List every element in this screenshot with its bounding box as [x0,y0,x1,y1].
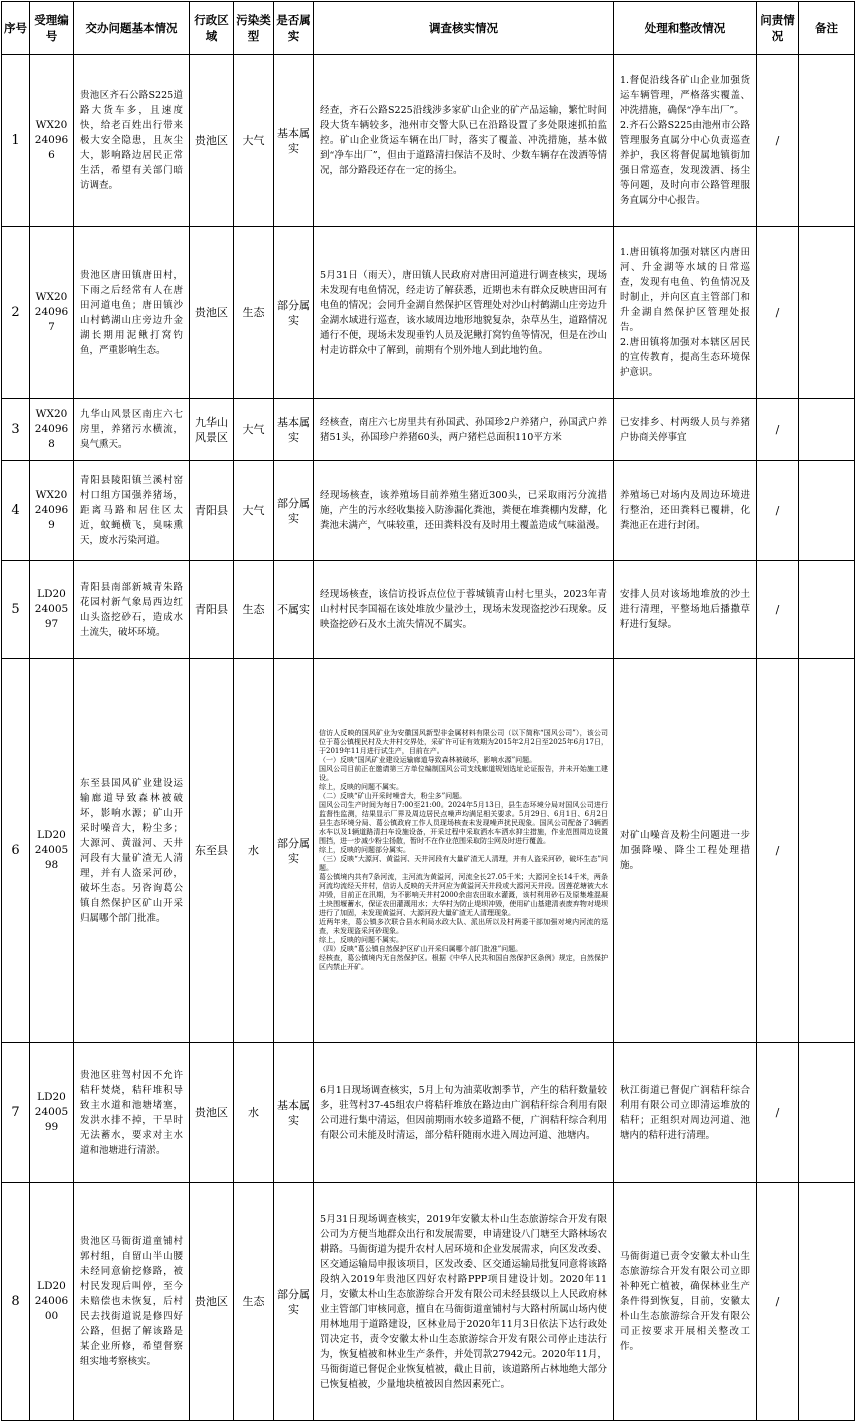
row-fact: 部分属实 [274,659,314,1043]
row-id: LD2024005 99 [30,1043,74,1183]
row-fact: 部分属实 [274,1183,314,1421]
row-investigation: 经现场核查，该养殖场目前养殖生猪近300头，已采取雨污分流措施，产生的污水经收集接入防渗漏化粪池，粪便在堆粪棚内发酵，化粪池未满产，气味较重，还田粪料没有及时用土覆盖造成气味溢漫。 [314,461,614,561]
table-row [2,1183,855,1421]
row-issue: 贵池区唐田镇唐田村，下雨之后经常有人在唐田河道电鱼；唐田镇沙山村鹤湖山庄旁边升金湖长期用泥鳅打窝钓鱼，严重影响生态。 [74,227,190,399]
row-handling: 1.唐田镇将加强对辖区内唐田河、升金湖等水域的日常巡查，发现有电鱼、钓鱼情况及时制止，并向区直主管部门和升金湖自然保护区管理处报告。 2.唐田镇将加强对本辖区居民的宣传教育，提高生态环境保护意识。 [614,227,757,399]
row-investigation: 经现场核查，该信访投诉点位位于蓉城镇青山村七里头，2023年青山村村民李国福在该处堆放少量沙土，现场未发现盗挖沙石现象。反映盗挖砂石及水土流失情况不属实。 [314,561,614,659]
row-handling: 安排人员对该场地堆放的沙土进行清理，平整场地后播撒草籽进行复绿。 [614,561,757,659]
row-handling: 已安排乡、村两级人员与养猪户协商关停事宜 [614,399,757,461]
row-handling: 1.督促沿线各矿山企业加强货运车辆管理，严格落实覆盖、冲洗措施，确保“净车出厂”。 2.齐石公路S225由池州市公路管理服务直属分中心负责巡查养护，我区将督促属地镇街加强日常巡查，发现泼洒、扬尘等问题，及时向市公路管理服务直属分中心报告。 [614,55,757,227]
table-row [2,659,855,1043]
header-type: 污染类型 [234,2,274,55]
row-accountability: / [757,399,799,461]
row-id: WX20240968 [30,399,74,461]
row-handling: 养殖场已对场内及周边环境进行整治，还田粪料已覆耕，化粪池正在进行封闭。 [614,461,757,561]
row-type: 大气 [234,55,274,227]
row-investigation: 5月31日现场调查核实，2019年安徽太朴山生态旅游综合开发有限公司为方便当地群众出行和发展需要，申请建设八门塘至大路林场农耕路。马衙街道为提升农村人居环境和企业发展需求，向区发改委、区交通运输局申报该项目，区发改委、区交通运输局批复同意将该路段纳入2019年贵池区四好农村路PPP项目建设计划。2020年11月，安徽太朴山生态旅游综合开发有限公司未经县级以上人民政府林业主管部门审核同意，擅自在马衙街道童铺村与大路村所属山场内使用林地用于道路建设，区林业局于2020年11月3日依法下达行政处罚决定书，责令安徽太朴山生态旅游综合开发有限公司停止违法行为，恢复植被和林业生产条件，并处罚款27942元。2020年11月，马衙街道已督促企业恢复植被，截止目前，该道路所占林地绝大部分已恢复植被，少量地块植被因自然因素死亡。 [314,1183,614,1421]
row-fact: 基本属实 [274,399,314,461]
row-id: WX20240967 [30,227,74,399]
header-region: 行政区域 [190,2,234,55]
header-accountability: 问责情况 [757,2,799,55]
row-remarks [799,227,855,399]
header-fact: 是否属实 [274,2,314,55]
header-issue: 交办问题基本情况 [74,2,190,55]
row-id: LD2024005 98 [30,659,74,1043]
row-type: 生态 [234,227,274,399]
row-remarks [799,561,855,659]
row-type: 水 [234,1043,274,1183]
row-id: LD2024006 00 [30,1183,74,1421]
row-no: 7 [2,1043,30,1183]
header-id: 受理编号 [30,2,74,55]
row-investigation: 5月31日（雨天），唐田镇人民政府对唐田河道进行调查核实，现场未发现有电鱼情况，经走访了解获悉，近期也未有群众反映唐田河有电鱼的情况；会同升金湖自然保护区管理处对沙山村鹤湖山庄旁边升金湖水域进行巡查，该水域周边地形地貌复杂，杂草丛生，道路情况通行不便，现场未发现垂钓人员及泥鳅打窝钓鱼等情况，但是在沙山村走访群众中了解到，前期有个别外地人到此地钓鱼。 [314,227,614,399]
table-row [2,399,855,461]
row-accountability: / [757,1183,799,1421]
row-accountability: / [757,55,799,227]
row-accountability: / [757,561,799,659]
row-region: 贵池区 [190,1183,234,1421]
row-handling: 对矿山噪音及粉尘问题进一步加强降噪、降尘工程处理措施。 [614,659,757,1043]
header-handling: 处理和整改情况 [614,2,757,55]
row-type: 生态 [234,1183,274,1421]
row-no: 2 [2,227,30,399]
row-region: 贵池区 [190,55,234,227]
row-id: LD2024005 97 [30,561,74,659]
row-handling: 马衙街道已责令安徽太朴山生态旅游综合开发有限公司立即补种死亡植被，确保林业生产条件得到恢复，目前，安徽太朴山生态旅游综合开发有限公司正按要求开展相关整改工作。 [614,1183,757,1421]
row-region: 贵池区 [190,227,234,399]
row-handling: 秋江街道已督促广润秸秆综合利用有限公司立即清运堆放的秸秆；正组织对周边河道、池塘内的秸秆进行清理。 [614,1043,757,1183]
row-remarks [799,1183,855,1421]
header-no: 序号 [2,2,30,55]
row-issue: 东至县国风矿业建设运输廊道导致森林被破坏，影响水源；矿山开采时噪音大，粉尘多；大源河、黄溢河、天井河段有大量矿渣无人清理，并有人盗采河砂，破坏生态。另咨询葛公镇自然保护区矿山开采归属哪个部门批准。 [74,659,190,1043]
row-issue: 青阳县陵阳镇兰溪村窑村口组方国强养猪场，距离马路和居住区太近，蚊蝇横飞，臭味熏天，废水污染河道。 [74,461,190,561]
row-id: WX20240969 [30,461,74,561]
row-no: 6 [2,659,30,1043]
row-issue: 青阳县南部新城青朱路花园村新气象局西边红山头盗挖砂石，造成水土流失，破坏环境。 [74,561,190,659]
table-row [2,461,855,561]
row-accountability: / [757,227,799,399]
row-no: 5 [2,561,30,659]
row-fact: 部分属实 [274,461,314,561]
row-fact: 基本属实 [274,55,314,227]
row-region: 青阳县 [190,561,234,659]
row-type: 大气 [234,399,274,461]
table-row [2,1043,855,1183]
table-row [2,55,855,227]
row-fact: 不属实 [274,561,314,659]
row-no: 4 [2,461,30,561]
row-remarks [799,55,855,227]
row-type: 生态 [234,561,274,659]
row-no: 8 [2,1183,30,1421]
complaint-table [1,1,855,1421]
row-remarks [799,659,855,1043]
row-id: WX20240966 [30,55,74,227]
row-type: 水 [234,659,274,1043]
table-row [2,561,855,659]
row-remarks [799,461,855,561]
row-remarks [799,1043,855,1183]
row-no: 3 [2,399,30,461]
row-accountability: / [757,1043,799,1183]
row-investigation: 6月1日现场调查核实，5月上旬为油菜收割季节，产生的秸秆数量较多，驻驾村37-45组农户将秸秆堆放在路边由广润秸秆综合利用有限公司进行集中清运，但因前期雨水较多道路不便，广润秸秆综合利用有限公司未能及时清运，部分秸秆随雨水进入周边河道、池塘内。 [314,1043,614,1183]
row-investigation: 信访人反映的国风矿业为安徽国风新型非金属材料有限公司（以下简称“国风公司”），该公司位于葛公镇枧民村及大井村交界处，采矿许可证有效期为2015年2月2日至2025年6月17日，于2019年11月进行试生产，目前在产。 （一）反映“国风矿业建设运输廊道导致森林被破坏，影响水源”问题。 国风公司目前正在邀请第三方单位编制国风公司支线廊道规划选址论证报告，并未开始施工建设。 综上，反映的问题不属实。 （二）反映“矿山开采时噪音大，粉尘多”问题。 国风公司生产时间为每日7:00至21:00。2024年5月13日，县生态环境分局对国风公司进行监督性监测，结果显示厂界及周边居民点噪声均满足相关要求。5月29日、6月1日、6月2日县生态环境分局、葛公镇政府工作人员现场核查未发现噪声扰民现象。国风公司配备了3辆洒水车以及1辆道路清扫车设施设备，开采过程中采取洒水车洒水抑尘措施，作业范围周边设置围挡，进一步减少粉尘扬散，暂时不在作业范围采取防尘网及时进行覆盖。 综上，反映的问题部分属实。 （三）反映“大源河、黄溢河、天井河段有大量矿渣无人清理，并有人盗采河砂，破坏生态”问题。 葛公镇境内共有7条河流，主河流为黄溢河，河流全长27.05千米；大源河全长14千米，两条河流均流经天井村，信访人反映的天井河应为黄溢河天井段或大源河天井段。因莲花塘被大水冲毁，目前正在汛期，为不影响天井村2000余亩农田取水灌溉，该村利用砂石及原集堆混凝土块围堰蓄水，保证农田灌溉用水；大华村为防止堤坝冲毁，使用矿山基建清表废弃物对堤坝进行了加固，未发现黄溢河、大源河段大量矿渣无人清理现象。 近两年来，葛公镇多次联合县水利局水政大队、派出所以及村两委干部加强对境内河流的巡查，未发现盗采河砂现象。 综上，反映的问题不属实。 （四）反映“葛公镇自然保护区矿山开采归属哪个部门批准”问题。 经核查，葛公镇境内无自然保护区。根据《中华人民共和国自然保护区条例》规定，自然保护区内禁止开矿。 [314,659,614,1043]
table-row [2,227,855,399]
row-issue: 九华山风景区南庄六七房里，养猪污水横流，臭气熏天。 [74,399,190,461]
row-issue: 贵池区驻驾村因不允许秸秆焚烧，秸秆堆积导致主水道和池塘堵塞，发洪水排不掉，干旱时无法蓄水，要求对主水道和池塘进行清淤。 [74,1043,190,1183]
header-row [2,2,855,55]
row-no: 1 [2,55,30,227]
row-issue: 贵池区马衙街道童铺村郭村组，自留山半山腰未经同意偷挖修路，被村民发现后叫停，至今未赔偿也未恢复，后村民去找街道说是修四好公路，但据了解该路是某企业所修，希望督察组实地考察核实。 [74,1183,190,1421]
row-region: 东至县 [190,659,234,1043]
row-region: 青阳县 [190,461,234,561]
row-accountability: / [757,461,799,561]
row-region: 九华山风景区 [190,399,234,461]
row-type: 大气 [234,461,274,561]
row-investigation: 经查，齐石公路S225沿线涉多家矿山企业的矿产品运输，繁忙时间段大货车辆较多，池州市交警大队已在沿路设置了多处限速抓拍监控。矿山企业货运车辆在出厂时，落实了覆盖、冲洗措施，基本做到“净车出厂”，但由于道路清扫保洁不及时、少数车辆存在泼洒等情况，部分路段还存在一定的扬尘。 [314,55,614,227]
row-fact: 部分属实 [274,227,314,399]
row-investigation: 经核查，南庄六七房里共有孙国武、孙国珍2户养猪户，孙国武户养猪51头，孙国珍户养猪60头，两户猪栏总面积110平方米 [314,399,614,461]
row-remarks [799,399,855,461]
row-fact: 基本属实 [274,1043,314,1183]
row-accountability: / [757,659,799,1043]
header-investigation: 调查核实情况 [314,2,614,55]
header-remarks: 备注 [799,2,855,55]
row-issue: 贵池区齐石公路S225道路大货车多，且速度快，给老百姓出行带来极大安全隐患，且灰尘大，影响路边居民正常生活，希望有关部门暗访调查。 [74,55,190,227]
row-region: 贵池区 [190,1043,234,1183]
